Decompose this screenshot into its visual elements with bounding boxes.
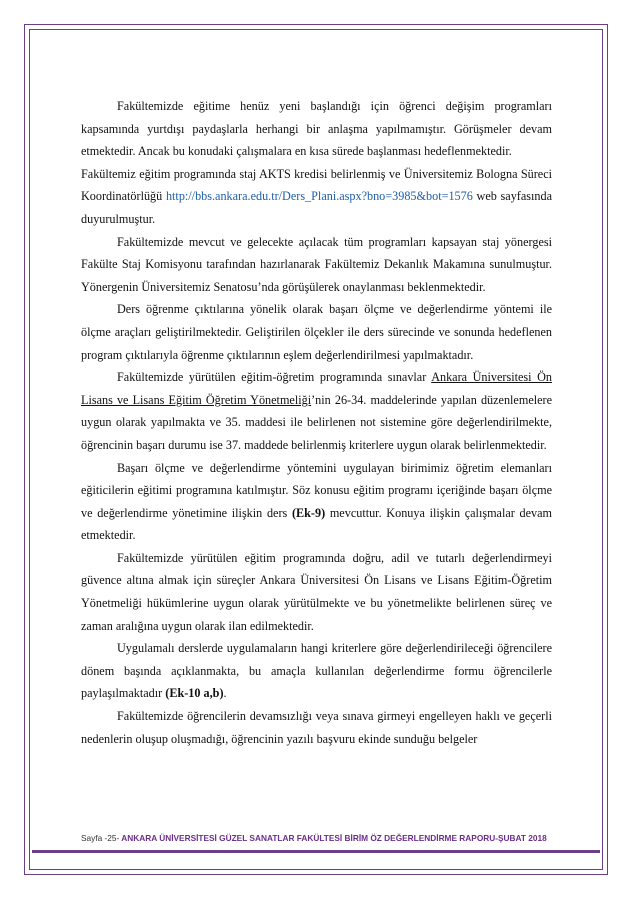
paragraph <box>81 366 552 456</box>
paragraph <box>81 637 552 705</box>
paragraph-text: Fakültemizde yürütülen eğitim-öğretim programında sınavlar <box>117 370 432 385</box>
paragraph <box>81 457 552 547</box>
page-number: Sayfa -25- <box>81 833 120 843</box>
ders-plani-link[interactable]: http://bbs.ankara.edu.tr/Ders_Plani.aspx?bno=3985&bot=1576 <box>165 189 473 204</box>
paragraph-text: Fakültemiz eğitim programında staj AKTS kredisi belirlenmiş ve Üniversitemiz Bologna Süreci Koordinatörlüğü <box>81 166 552 204</box>
paragraph: Fakültemizde öğrencilerin devamsızlığı veya sınava girmeyi engelleyen haklı ve geçerli nedenlerin oluşup oluşmadığı, öğrencinin yazılı başvuru ekinde sunduğu belgeler <box>81 709 552 746</box>
document-body <box>81 95 552 750</box>
paragraph-text: mevcuttur. Konuya ilişkin çalışmalar devam etmektedir. <box>81 505 552 543</box>
paragraph-text: ’nin 26-34. maddelerinde yapılan düzenlemelere uygun olarak yapılmakta ve 35. maddesi ile belirlenen not sistemine göre değerlendirilmekte, öğrencinin başarı durumu ise 37. maddede belirlenmiş kriterlere uygun olarak belirlenmektedir. <box>81 392 552 452</box>
paragraph <box>81 163 552 231</box>
footer-divider <box>32 850 600 853</box>
paragraph: Fakültemizde eğitime henüz yeni başlandığı için öğrenci değişim programları kapsamında yurtdışı paydaşlarla herhangi bir anlaşma yapılmamıştır. Görüşmeler devam etmektedir. Ancak bu konudaki çalışmalara en kısa sürede başlanması hedeflenmektedir. <box>81 99 552 159</box>
paragraph-text: . <box>223 686 227 701</box>
paragraph: Fakültemizde yürütülen eğitim programında doğru, adil ve tutarlı değerlendirmeyi güvence altına almak için süreçler Ankara Üniversitesi Ön Lisans ve Lisans Eğitim-Öğretim Yönetmeliği hükümlerine uygun olarak yürütülmekte ve bu yönetmelikte belirlenen süreç ve zaman aralığına uygun olarak ilan edilmektedir. <box>81 550 552 633</box>
paragraph-text: Uygulamalı derslerde uygulamaların hangi kriterlere göre değerlendirileceği öğrencilere dönem başında açıklanmakta, bu amaçla kullanılan değerlendirme formu öğrencilerle paylaşılmaktadır <box>81 641 552 701</box>
annex-reference: (Ek-9) <box>291 505 326 520</box>
page-footer <box>81 832 581 844</box>
regulation-reference: Ankara Üniversitesi Ön Lisans ve Lisans Eğitim Öğretim Yönetmeliği <box>81 370 552 407</box>
paragraph: Ders öğrenme çıktılarına yönelik olarak başarı ölçme ve değerlendirme yöntemi ile ölçme araçları geliştirilmektedir. Geliştirilen ölçekler ile ders sürecinde ve sonunda hedeflenen program çıktılarıyla öğrenme çıktılarının eşlem değerlendirilmesi yapılmaktadır. <box>81 302 552 362</box>
annex-reference: (Ek-10 a,b) <box>165 686 224 701</box>
report-title: ANKARA ÜNİVERSİTESİ GÜZEL SANATLAR FAKÜLTESİ BİRİM ÖZ DEĞERLENDİRME RAPORU-ŞUBAT 2018 <box>119 833 547 843</box>
paragraph: Fakültemizde mevcut ve gelecekte açılacak tüm programları kapsayan staj yönergesi Fakülte Staj Komisyonu tarafından hazırlanarak Fakültemiz Dekanlık Makamına sunulmuştur. Yönergenin Üniversitemiz Senatosu’nda görüşülerek onaylanması beklenmektedir. <box>81 234 552 294</box>
paragraph-text: web sayfasında duyurulmuştur. <box>81 189 552 226</box>
paragraph-text: Başarı ölçme ve değerlendirme yöntemini uygulayan birimimiz öğretim elemanları eğiticilerin eğitimi programına katılmıştır. Söz konusu eğitim programı içeriğinde başarı ölçme ve değerlendirme yönetimine ilişkin ders <box>81 460 552 520</box>
